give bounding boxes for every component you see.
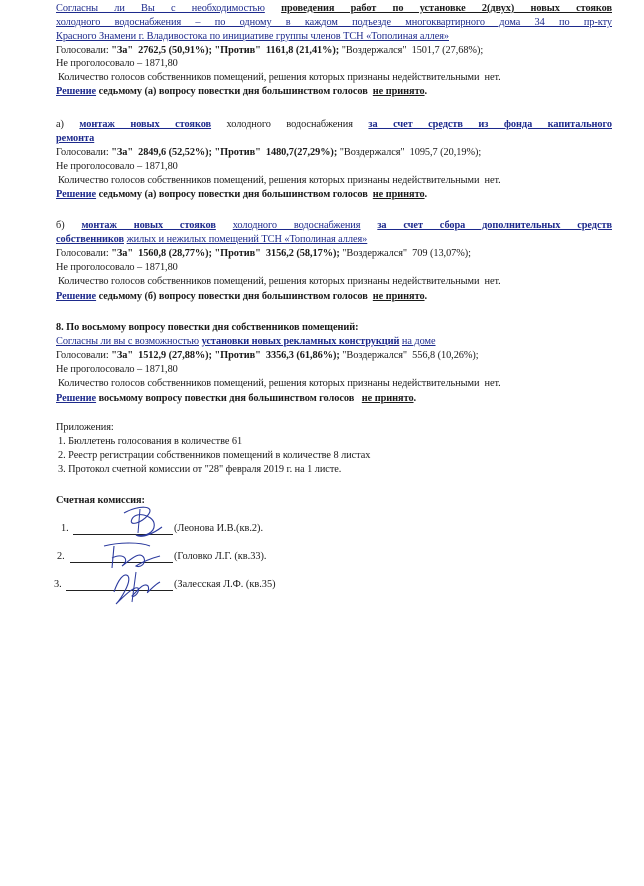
signature-image — [106, 562, 166, 608]
q7-intro-text: Согласны ли Вы с необходимостью — [56, 3, 265, 14]
member-number: 3. — [54, 579, 62, 590]
q8-not-voted: Не проголосовало – 1871,80 — [56, 364, 178, 375]
q7a-invalid: Количество голосов собственников помещений, решения которых признаны недействительными нет. — [58, 175, 501, 186]
q7b-title-line2: собственников жилых и нежилых помещений ТСН «Тополиная аллея» — [56, 234, 368, 245]
q7a-decision: Решение седьмому (а) вопросу повестки дня большинством голосов не принято. — [56, 189, 428, 200]
q7-intro-line1 — [56, 2, 612, 15]
q8-decision: Решение восьмому вопросу повестки дня большинством голосов не принято. — [56, 393, 417, 404]
q7-not-voted: Не проголосовало – 1871,80 — [56, 58, 178, 69]
appendix-item: 2. Реестр регистрации собственников помещений в количестве 8 листах — [58, 450, 371, 461]
q7b-not-voted: Не проголосовало – 1871,80 — [56, 262, 178, 273]
q7-votes: Голосовали: "За" 2762,5 (50,91%); "Против" 1161,8 (21,41%); "Воздержался" 1501,7 (27,68%); — [56, 45, 484, 56]
q8-heading: 8. По восьмому вопросу повестки дня собственников помещений: — [56, 322, 359, 333]
q7-intro-bold: проведения работ по установке 2(двух) новых стояков — [281, 3, 612, 14]
q7-decision: Решение седьмому (а) вопросу повестки дня большинством голосов не принято. — [56, 86, 428, 97]
appendix-item: 3. Протокол счетной комиссии от "28" февраля 2019 г. на 1 листе. — [58, 464, 342, 475]
appendix-item: 1. Бюллетень голосования в количестве 61 — [58, 436, 243, 447]
signature-image — [118, 503, 168, 543]
member-name: (Головко Л.Г. (кв.33). — [174, 551, 267, 562]
q8-votes: Голосовали: "За" 1512,9 (27,88%); "Против" 3356,3 (61,86%); "Воздержался" 556,8 (10,26%); — [56, 350, 479, 361]
q7b-votes: Голосовали: "За" 1560,8 (28,77%); "Против" 3156,2 (58,17%); "Воздержался" 709 (13,07%); — [56, 248, 471, 259]
q7-intro-line3: Красного Знамени г. Владивостока по инициативе группы членов ТСН «Тополиная аллея» — [56, 31, 449, 42]
q7a-not-voted: Не проголосовало – 1871,80 — [56, 161, 178, 172]
member-name: (Леонова И.В.(кв.2). — [174, 523, 264, 534]
q7a-votes: Голосовали: "За" 2849,6 (52,52%); "Против" 1480,7(27,29%); "Воздержался" 1095,7 (20,19%); — [56, 147, 482, 158]
q7-intro-line2: холодного водоснабжения – по одному в каждом подъезде многоквартирного дома 34 по пр-кту — [56, 17, 612, 28]
commission-title: Счетная комиссия: — [56, 495, 145, 506]
member-number: 2. — [57, 551, 65, 562]
member-name: (Залесская Л.Ф. (кв.35) — [174, 579, 276, 590]
appendix-title: Приложения: — [56, 422, 114, 433]
q7a-title-line1: а) монтаж новых стояков холодного водоснабжения за счет средств из фонда капитального — [56, 119, 612, 130]
q7b-invalid: Количество голосов собственников помещений, решения которых признаны недействительными нет. — [58, 276, 501, 287]
q7-invalid: Количество голосов собственников помещений, решения которых признаны недействительными нет. — [58, 72, 501, 83]
q8-invalid: Количество голосов собственников помещений, решения которых признаны недействительными нет. — [58, 378, 501, 389]
q7b-decision: Решение седьмому (б) вопросу повестки дня большинством голосов не принято. — [56, 291, 428, 302]
q8-intro: Согласны ли вы с возможностью установки новых рекламных конструкций на доме — [56, 336, 436, 347]
member-number: 1. — [61, 523, 69, 534]
q7b-title-line1: б) монтаж новых стояков холодного водоснабжения за счет сбора дополнительных средств — [56, 220, 612, 231]
q7a-title-line2: ремонта — [56, 133, 95, 144]
